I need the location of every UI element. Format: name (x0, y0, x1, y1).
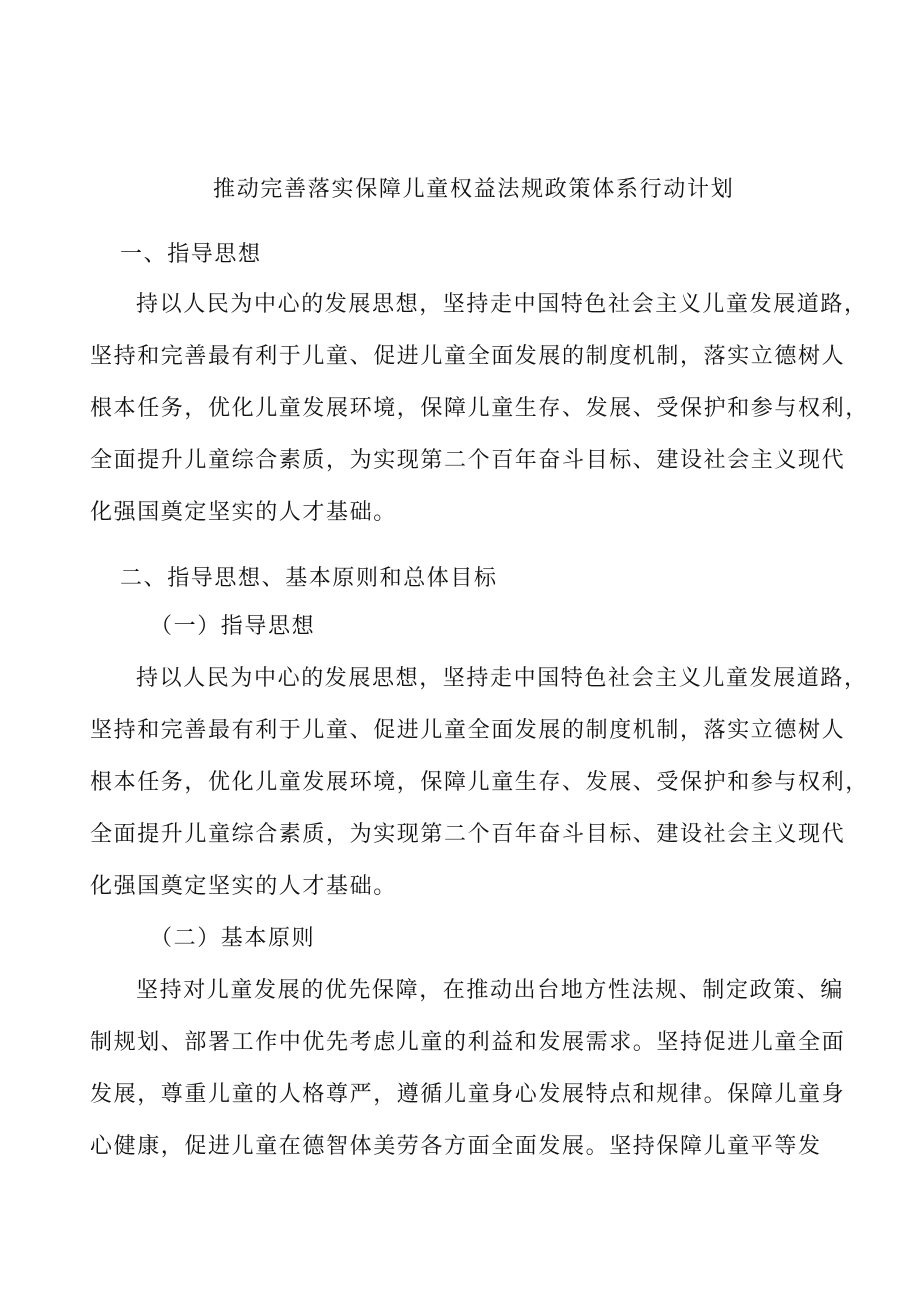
paragraph-line: 根本任务，优化儿童发展环境，保障儿童生存、发展、受保护和参与权利， (90, 770, 869, 795)
paragraph-line: 坚持和完善最有利于儿童、促进儿童全面发展的制度机制，落实立德树人 (90, 718, 846, 743)
paragraph-line: 化强国奠定坚实的人才基础。 (90, 500, 397, 525)
paragraph-line: 坚持和完善最有利于儿童、促进儿童全面发展的制度机制，落实立德树人 (90, 344, 846, 369)
subsection-heading: （一）指导思想 (150, 614, 316, 639)
section-heading: 二、指导思想、基本原则和总体目标 (120, 566, 498, 591)
section-heading: 一、指导思想 (120, 242, 262, 267)
subsection-heading: （二）基本原则 (150, 926, 316, 951)
paragraph-line: 制规划、部署工作中优先考虑儿童的利益和发展需求。坚持促进儿童全面 (90, 1030, 846, 1055)
paragraph-line: 持以人民为中心的发展思想，坚持走中国特色社会主义儿童发展道路， (136, 666, 868, 691)
document-title: 推动完善落实保障儿童权益法规政策体系行动计划 (213, 177, 735, 202)
paragraph-line: 持以人民为中心的发展思想，坚持走中国特色社会主义儿童发展道路， (136, 292, 868, 317)
paragraph-line: 全面提升儿童综合素质，为实现第二个百年奋斗目标、建设社会主义现代 (90, 448, 846, 473)
paragraph-line: 根本任务，优化儿童发展环境，保障儿童生存、发展、受保护和参与权利， (90, 396, 869, 421)
paragraph-line: 心健康，促进儿童在德智体美劳各方面全面发展。坚持保障儿童平等发 (90, 1134, 822, 1159)
paragraph-line: 坚持对儿童发展的优先保障，在推动出台地方性法规、制定政策、编 (136, 978, 845, 1003)
paragraph-line: 化强国奠定坚实的人才基础。 (90, 874, 397, 899)
paragraph-line: 全面提升儿童综合素质，为实现第二个百年奋斗目标、建设社会主义现代 (90, 822, 846, 847)
paragraph-line: 发展，尊重儿童的人格尊严，遵循儿童身心发展特点和规律。保障儿童身 (90, 1082, 846, 1107)
